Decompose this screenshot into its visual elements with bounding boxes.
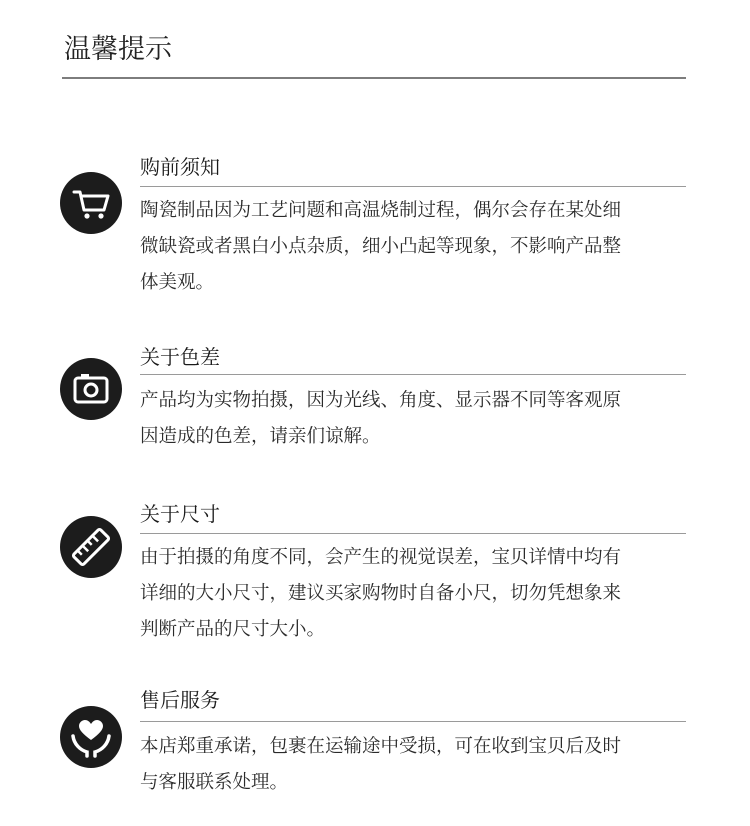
cart-icon-badge: [60, 172, 122, 234]
heart-hands-icon-badge: [60, 706, 122, 768]
camera-icon-badge: [60, 358, 122, 420]
body-line: 本店郑重承诺，包裹在运输途中受损，可在收到宝贝后及时: [140, 736, 622, 757]
body-line: 陶瓷制品因为工艺问题和高温烧制过程，偶尔会存在某处细: [140, 200, 622, 221]
body-line: 由于拍摄的角度不同，会产生的视觉误差，宝贝详情中均有: [140, 547, 622, 568]
body-line: 因造成的色差，请亲们谅解。: [140, 426, 381, 447]
section-heading: 关于色差: [140, 345, 220, 369]
body-line: 与客服联系处理。: [140, 772, 289, 793]
body-line: 产品均为实物拍摄，因为光线、角度、显示器不同等客观原: [140, 390, 622, 411]
section-heading: 购前须知: [140, 155, 220, 179]
section-divider: [140, 374, 686, 375]
ruler-icon: [60, 516, 122, 578]
section-divider: [140, 721, 686, 722]
section-divider: [140, 533, 686, 534]
section-body: [140, 540, 686, 648]
section-heading: 关于尺寸: [140, 502, 220, 526]
section-body: [140, 193, 686, 301]
body-line: 微缺瓷或者黑白小点杂质，细小凸起等现象，不影响产品整: [140, 236, 622, 257]
section-body: [140, 383, 686, 455]
section-divider: [140, 186, 686, 187]
ruler-icon-badge: [60, 516, 122, 578]
section-body: [140, 729, 686, 801]
heart-hands-icon: [60, 706, 122, 768]
body-line: 体美观。: [140, 272, 215, 293]
camera-icon: [60, 358, 122, 420]
cart-icon: [60, 172, 122, 234]
body-line: 详细的大小尺寸，建议买家购物时自备小尺，切勿凭想象来: [140, 583, 622, 604]
body-line: 判断产品的尺寸大小。: [140, 619, 326, 640]
section-heading: 售后服务: [140, 688, 220, 712]
page-title: 温馨提示: [64, 34, 172, 65]
title-divider: [62, 77, 686, 79]
